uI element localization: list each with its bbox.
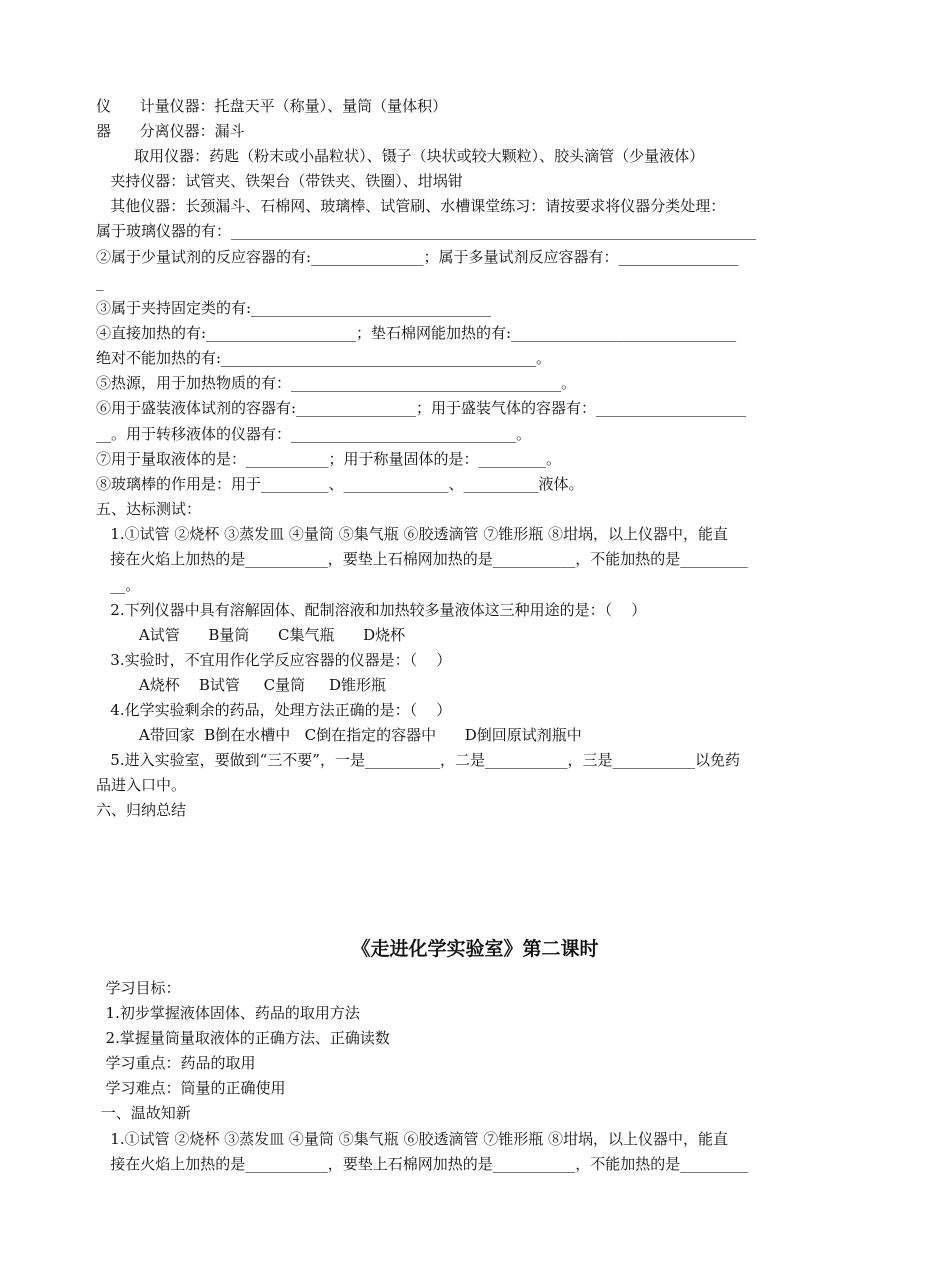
text-line: 2.掌握量筒量取液体的正确方法、正确读数: [96, 1029, 390, 1047]
options-line: A试管 B量筒 C集气瓶 D烧杯: [96, 626, 406, 644]
text-line: ⑤热源，用于加热物质的有：____________________________________。: [96, 374, 577, 392]
text-line: 其他仪器：长颈漏斗、石棉网、玻璃棒、试管刷、水槽课堂练习：请按要求将仪器分类处理：: [96, 197, 726, 215]
text-line: ②属于少量试剂的反应容器的有:_______________；属于多量试剂反应容器有：________________: [96, 248, 739, 266]
text-line: ⑧玻璃棒的作用是：用于_________、______________、__________液体。: [96, 475, 584, 493]
text-line: __。用于转移液体的仪器有：______________________________。: [96, 425, 532, 443]
section-heading: 六、归纳总结: [96, 801, 187, 819]
question-line: 品进入口中。: [96, 776, 187, 794]
section-heading: 一、温故知新: [96, 1104, 191, 1122]
text-line: 绝对不能加热的有:__________________________________________。: [96, 349, 552, 367]
text-line: 学习难点：筒量的正确使用: [96, 1079, 286, 1097]
question-line: 接在火焰上加热的是___________，要垫上石棉网加热的是___________，不能加热的是_________: [96, 1155, 748, 1173]
text-line: 夹持仪器：试管夹、铁架台（带铁夹、铁圈）、坩埚钳: [96, 172, 463, 190]
question-line: 3.实验时，不宜用作化学反应容器的仪器是：（ ）: [96, 651, 452, 669]
lesson-title: 《走进化学实验室》第二课时: [351, 938, 599, 960]
section-heading: 五、达标测试：: [96, 500, 202, 518]
text-line: _: [96, 273, 104, 291]
question-line: __。: [96, 576, 141, 594]
question-line: 1.①试管 ②烧杯 ③蒸发皿 ④量筒 ⑤集气瓶 ⑥胶透滴管 ⑦锥形瓶 ⑧坩埚，以上仪器中，能直: [96, 1130, 728, 1148]
question-line: 4.化学实验剩余的药品，处理方法正确的是：（ ）: [96, 701, 452, 719]
text-line: 属于玻璃仪器的有：______________________________________________________________________: [96, 222, 757, 240]
question-line: 1.①试管 ②烧杯 ③蒸发皿 ④量筒 ⑤集气瓶 ⑥胶透滴管 ⑦锥形瓶 ⑧坩埚，以上仪器中，能直: [96, 525, 728, 543]
text-line: 器 分离仪器：漏斗: [96, 122, 245, 140]
question-line: 5.进入实验室，要做到“三不要”，一是__________，二是___________，三是___________以免药: [96, 751, 740, 769]
text-line: ⑥用于盛装液体试剂的容器有:________________；用于盛装气体的容器有：____________________: [96, 399, 747, 417]
text-line: 学习重点：药品的取用: [96, 1054, 256, 1072]
options-line: A烧杯 B试管 C量筒 D锥形瓶: [96, 676, 387, 694]
text-line: 取用仪器：药匙（粉末或小晶粒状）、镊子（块状或较大颗粒）、胶头滴管（少量液体）: [96, 147, 705, 165]
text-line: ③属于夹持固定类的有:________________________________: [96, 299, 492, 317]
question-line: 2.下列仪器中具有溶解固体、配制溶液和加热较多量液体这三种用途的是：（ ）: [96, 601, 647, 619]
question-line: 接在火焰上加热的是___________，要垫上石棉网加热的是___________，不能加热的是_________: [96, 550, 748, 568]
text-line: ⑦用于量取液体的是：___________；用于称量固体的是：_________。: [96, 450, 562, 468]
text-line: 仪 计量仪器：托盘天平（称量）、量筒（量体积）: [96, 97, 448, 115]
options-line: A带回家 B倒在水槽中 C倒在指定的容器中 D倒回原试剂瓶中: [96, 726, 582, 744]
text-line: ④直接加热的有:____________________；垫石棉网能加热的有:______________________________: [96, 324, 737, 342]
text-line: 1.初步掌握液体固体、药品的取用方法: [96, 1004, 360, 1022]
text-line: 学习目标：: [96, 979, 181, 997]
